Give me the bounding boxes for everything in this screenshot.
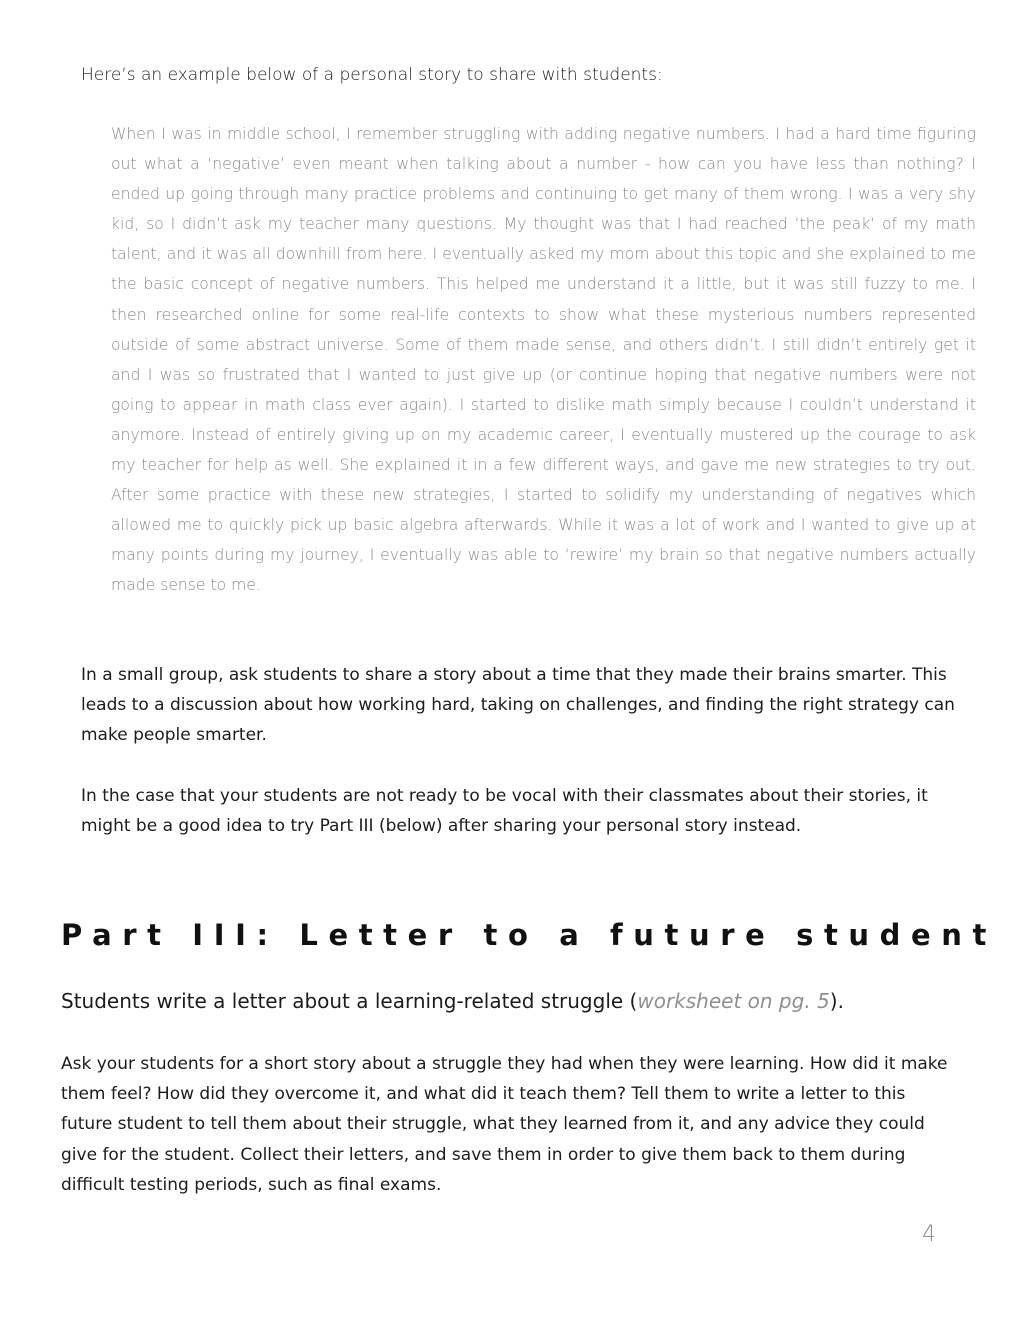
- subhead-lead: Students write a letter about a learning-related struggle (: [61, 989, 638, 1013]
- intro-text: Here’s an example below of a personal story to share with students:: [81, 65, 663, 85]
- personal-story-example: When I was in middle school, I remember struggling with adding negative numbers. I had a hard time figuring out what a ‘negative’ even meant when talking about a number - how can you have less than nothing? I ended up going through many practice problems and continuing to get many of them wrong. I was a very shy kid, so I didn’t ask my teacher many questions. My thought was that I had reached ‘the peak’ of my math talent, and it was all downhill from here. I eventually asked my mom about this topic and she explained to me the basic concept of negative numbers. This helped me understand it a little, but it was still fuzzy to me. I then researched online for some real-life contexts to show what these mysterious numbers represented outside of some abstract universe. Some of them made sense, and others didn’t. I still didn’t entirely get it and I was so frustrated that I wanted to just give up (or continue hoping that negative numbers were not going to appear in math class ever again). I started to dislike math simply because I couldn’t understand it anymore. Instead of entirely giving up on my academic career, I eventually mustered up the courage to ask my teacher for help as well. She explained it in a few different ways, and gave me new strategies to try out. After some practice with these new strategies, I started to solidify my understanding of negatives which allowed me to quickly pick up basic algebra afterwards. While it was a lot of work and I wanted to give up at many points during my journey, I eventually was able to ‘rewire’ my brain so that negative numbers actually made sense to me.: [111, 125, 976, 595]
- small-group-instructions: In a small group, ask students to share a story about a time that they made their brains smarter. This leads to a discussion about how working hard, taking on challenges, and finding the right strategy can make people smarter.: [81, 665, 955, 745]
- alternative-instructions: In the case that your students are not ready to be vocal with their classmates about their stories, it might be a good idea to try Part III (below) after sharing your personal story instead.: [81, 786, 928, 836]
- section-heading-part-3: Part III: Letter to a future student: [61, 918, 997, 952]
- subhead-tail: ).: [829, 989, 844, 1013]
- page-number: 4: [922, 1222, 936, 1247]
- part-3-body-text: Ask your students for a short story about a struggle they had when they were learning. How did it make them feel? How did they overcome it, and what did it teach them? Tell them to write a letter to this future student to tell them about their struggle, what they learned from it, and any advice they could give for the student. Collect their letters, and save them in order to give them back to them during difficult testing periods, such as final exams.: [61, 1054, 948, 1195]
- section-subheading: [61, 986, 961, 1016]
- worksheet-reference: worksheet on pg. 5: [637, 989, 830, 1013]
